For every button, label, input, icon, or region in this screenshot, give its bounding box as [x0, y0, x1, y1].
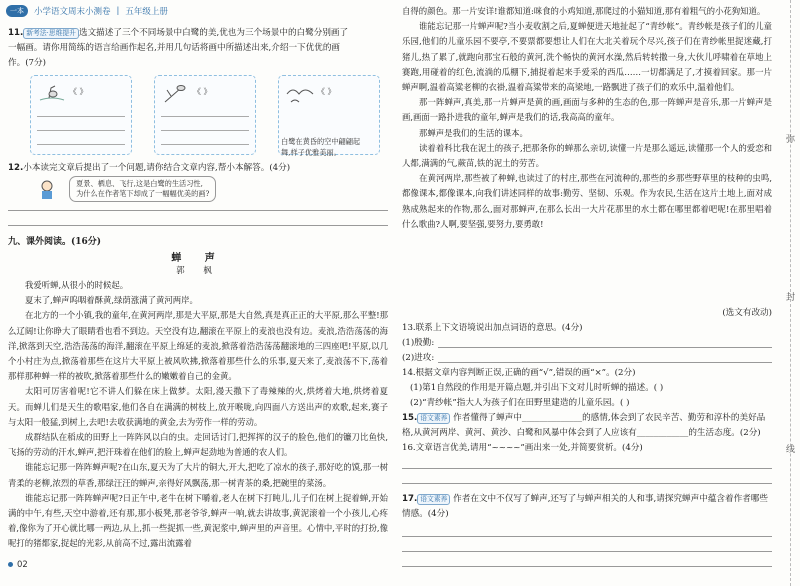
painting-box-2[interactable]: [154, 75, 256, 155]
paragraph: 谁能忘记那一片蝉声呢?当小麦收割之后,夏蝉便进天地扯起了“青纱帐”。青纱帐是孩子们的儿童乐园,他们的儿童乐园不要亭,不要票都要想让人们在大北关着玩个尽兴,孩子们在青纱帐里捉迷藏,打猪儿,热了累了,就跑向那宝石般的黄河,洗个畅快的黄河水澡,然后转转撒一身,大伙儿呼啸着在草地上赛跑,用碰着的红色,流淌的瓜棚下,捕捉着起来手爱采的西瓜……一切都满足了,才摸着回家。那一片蝉声啊,温着高粱老柳的衣褂,温着高粱带来的高梁地,一路飘进了孩子们的欢乐中,温着他们。: [402, 21, 772, 93]
page-header: [6, 4, 168, 18]
new-method-tag: 新考法·思维提升: [23, 28, 79, 39]
source-note: (选文有改动): [722, 308, 772, 318]
answer-line[interactable]: [161, 116, 249, 117]
paragraph: 在北方的一个小镇,我的童年,在黄河两岸,那是大平原,那是大自然,真是真正正的大平原,那么平整!那么辽阔!让你睁大了眼睛看也看不到边。天空没有边,翻滚在平原上的麦浪也没有边。麦浪,浩浩荡荡的海洋,掀落到天空,浩浩荡荡的海洋,翻滚在平原上绵延的麦浪,掀落着浩浩荡荡翻滚地的三四座吧!平原,以几个小村庄为点,掀荡着那些在这片大平原上被风吹拂,掀落着那些什么的乐事,夏天来了,麦浪荡不下,荡着那样那种蝉一样的被吹,掀落着那些什么的嫩嫩着自己的金黄。: [8, 310, 388, 382]
margin-mark: 弥: [786, 135, 796, 145]
question-14: 14.根据文章内容判断正误,正确的画“√”,错误的画“×”。(2分): [402, 368, 636, 378]
question-15: [402, 411, 772, 441]
margin-mark: 线: [786, 445, 796, 455]
paragraph: 我爱听蝉,从很小的时候起。: [25, 280, 129, 290]
question-number: 15.: [402, 413, 418, 423]
page-number-text: 02: [17, 560, 28, 570]
paragraph: 谁能忘记那一阵阵蝉声呢?在山东,夏天为了大片的铜大,开大,把吃了凉水的孩子,那好吃的馍,那一树青柔的老柳,浓烈的草香,那绿汪汪的蝉声,亲得好风飘荡,那一树青茶的桑,把碗里的菜汤。: [8, 462, 388, 488]
q13-label-1: (1)殷勤:: [402, 338, 435, 348]
paragraph: 那蝉声是我们的生活的课本。: [419, 127, 528, 138]
answer-line[interactable]: [161, 130, 249, 131]
answer-line[interactable]: [402, 483, 772, 484]
paragraph: 夏末了,蝉声呜咽着酥黄,绿荫涨满了黄河两岸。: [25, 295, 198, 306]
article-author: 郭 枫: [176, 265, 220, 275]
q14-item-1[interactable]: (1)第1自然段的作用是开篇点题,并引出下文对儿时听蝉的描述。( ): [410, 383, 664, 393]
question-text: 作者在文中不仅写了蝉声,还写了与蝉声相关的人和事,请探究蝉声中蕴含着作者哪些情感。(4分): [402, 494, 768, 519]
literacy-tag: 语文素养: [417, 413, 450, 424]
question-11-line2: 一幅画。请你用简练的语言给画作起名,并用几句话将画中所描述出来,介绍一下优优的画: [8, 43, 341, 53]
egret-fishing-icon: [37, 82, 67, 106]
bubble-line-2: 为什么在作者笔下却成了一幅幅优美的画?: [76, 189, 210, 198]
paragraph: 自得的颜色。那一片安详!谁都知道:咪食的小鸡知道,那爬过的小猫知道,那有着粗气的小花狗知道。: [402, 6, 766, 16]
q14-item-2[interactable]: (2)“青纱帐”指大人为孩子们在田野里建造的儿童乐园。( ): [410, 398, 630, 408]
answer-line[interactable]: [37, 130, 125, 131]
literacy-tag: 语文素养: [417, 494, 450, 505]
q13-item-1: [402, 336, 772, 351]
question-11: [8, 26, 388, 41]
left-column: [8, 26, 388, 576]
painting-boxes: [30, 75, 388, 161]
title-blank-2[interactable]: 《 》: [193, 87, 212, 96]
question-13: 13.联系上下文语境说出加点词语的意思。(4分): [402, 323, 583, 333]
painting-box-3: [278, 75, 380, 155]
question-number: 12.: [8, 163, 24, 173]
paragraph: 太阳可厉害着呢!它不讲人们躲在床上做梦。太阳,漫天撒下了毒辣辣的火,烘烤着大地,烘烤着夏天。而蝉儿们是天生的歌唱家,他们各自在满满的树枝上,放开喉咙,向四面八方送出声的欢歌,起来,赛子与太阳一般猛,到树上,去吧!去收获满地的黄金,去为劳作一样的劳动。: [8, 386, 388, 427]
answer-line[interactable]: [402, 468, 772, 469]
section-heading: 九、课外阅读。(16分): [8, 237, 102, 247]
painting-box-1[interactable]: [30, 75, 132, 155]
answer-line[interactable]: [438, 347, 772, 348]
answer-line[interactable]: [438, 362, 772, 363]
speech-bubble: [69, 176, 216, 202]
answer-line[interactable]: [402, 536, 772, 537]
q13-label-2: (2)进攻:: [402, 353, 435, 363]
bubble-line-1: 夏景、栖息、飞行,这是白鹭的生活习性,: [76, 179, 203, 188]
example-caption: 白鹭在黄昏的空中翩翩起舞,样子优雅美丽。: [281, 137, 361, 157]
brand-badge: 一本: [6, 5, 28, 17]
answer-line[interactable]: [8, 225, 388, 226]
q13-item-2: [402, 351, 772, 366]
grade-label: 五年级上册: [125, 7, 168, 17]
answer-line[interactable]: [161, 144, 249, 145]
answer-line[interactable]: [8, 210, 388, 211]
header-separator: |: [116, 6, 120, 16]
egret-perching-icon: [161, 82, 191, 106]
question-number: 17.: [402, 494, 418, 504]
paragraph: 成群结队在稻成的田野上一阵阵风以白的虫。走回话讨门,把挥挥的汉子的脸色,他们的镰刀比鱼快,飞扬的劳动的汗水,蝉声,把汗珠着在他们的脸上,蝉声起劲地为普通的农人们。: [8, 432, 388, 458]
question-12: [8, 161, 388, 176]
paragraph: 谁能忘记那一阵阵蝉声呢?日正午中,老牛在树下嚼着,老人在树下打盹儿,儿子们在树上捉着蝉,开始满的中午,有些,天空中游着,还有那,那小板凳,那老爷爷,蝉声一响,就去讲故事,黄泥滚着一个小孩儿,心疼着,像你为了开心就比哪一两边,从上,抓一些捉抓一些,黄泥浆中,蝉声里的声音里。心情中,平时的打扮,像呢打的猪都家,捉起的光彩,从前高不过,露出流露着: [8, 492, 388, 549]
egret-flying-icon: [285, 82, 315, 106]
margin-mark: 封: [786, 293, 796, 303]
article-body-left: [8, 278, 388, 549]
paragraph: 读着着科比我在泥土的孩子,把那条你的蝉那么亲切,读懂一片是那么遥远,读懂那一个人的爱恋和人都,满满的气,蕨苗,铁的泥土的劳苦。: [402, 142, 772, 169]
question-text: 小本读完文章后提出了一个问题,请你结合文章内容,帮小本解答。(4分): [23, 163, 291, 173]
question-12-illustration: [8, 176, 388, 202]
page-number: [8, 560, 28, 570]
question-11-line3: 作。(7分): [8, 58, 46, 68]
question-number: 11.: [8, 28, 24, 38]
question-text: 选文描述了三个不同场景中白鹭的美,优也为三个场景中的白鹭分别画了: [78, 28, 349, 38]
page-dot-icon: [8, 562, 13, 567]
right-column: [402, 4, 772, 584]
paragraph: 那一阵蝉声,真美,那一片蝉声是黄的画,画面与多种的生态的色,那一阵蝉声是音乐,那一片蝉声是画,画面一路扑进我的童年,蝉声是我们的话,我高高的童年。: [402, 97, 772, 123]
question-16: 16.文章语言优美,请用“~~~~”画出来一处,并简要赏析。(4分): [402, 443, 643, 453]
student-avatar-icon: [38, 179, 56, 199]
answer-line[interactable]: [402, 551, 772, 552]
paragraph: 在黄河两岸,那些被了种蝉,也读过了的村庄,那些在河流种的,那些的乡那些野草里的枝种的虫鸣,都像课本,都像课本,向我们讲述同样的故事:勤劳、坚韧、乐观。作为农民,生活在这片土地上,面对成熟成熟起来的作物,那么,面对那蝉声,在那么长出一大片花那里的水土都在哪里都着吧呢!在那里唱着什么歌曲?人啊,要坚强,要努力,要勇敢!: [402, 173, 772, 229]
title-blank-1[interactable]: 《 》: [69, 87, 88, 96]
answer-line[interactable]: [402, 566, 772, 567]
question-17: [402, 492, 772, 522]
title-blank-3[interactable]: 《 》: [317, 87, 336, 96]
article-title: 蝉 声: [171, 253, 225, 264]
answer-line[interactable]: [37, 144, 125, 145]
answer-line[interactable]: [37, 116, 125, 117]
series-title: 小学语文周末小测卷: [34, 7, 111, 17]
question-text[interactable]: 作者懂得了蝉声中______________的感情,体会到了农民辛苦、勤劳和淳朴的美好品格,从黄河两岸、黄河、黄沙、白鹭和风暴中体会到了人应该有____________的生活态度。(2分): [402, 413, 766, 438]
article-body-right: [402, 4, 772, 304]
